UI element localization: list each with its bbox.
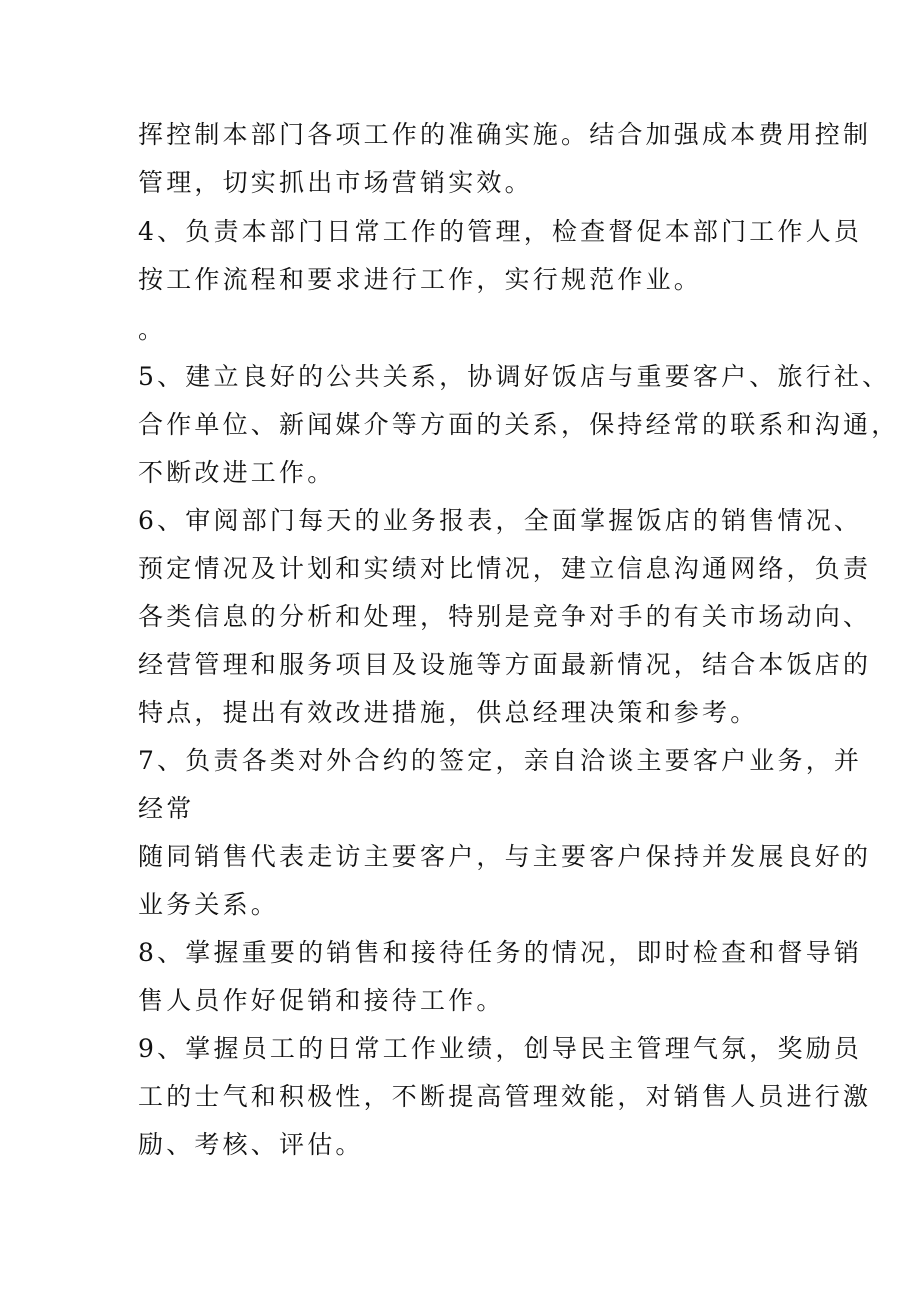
text-line: 励、考核、评估。 (138, 1130, 364, 1159)
text-line: 特点，提出有效改进措施，供总经理决策和参考。 (138, 698, 759, 727)
text-line: 6、审阅部门每天的业务报表，全面掌握饭店的销售情况、 (138, 506, 863, 535)
text-line: 。 (138, 315, 167, 344)
text-line: 管理，切实抓出市场营销实效。 (138, 168, 533, 197)
text-line: 经营管理和服务项目及设施等方面最新情况，结合本饭店的 (138, 650, 872, 679)
text-line: 4、负责本部门日常工作的管理，检查督促本部门工作人员 (138, 217, 863, 246)
text-line: 7、负责各类对外合约的签定，亲自洽谈主要客户业务，并 (138, 746, 863, 775)
text-line: 工的士气和积极性，不断提高管理效能，对销售人员进行激 (138, 1082, 872, 1111)
text-line: 不断改进工作。 (138, 458, 336, 487)
text-line: 合作单位、新闻媒介等方面的关系，保持经常的联系和沟通， (138, 410, 900, 439)
text-line: 预定情况及计划和实绩对比情况，建立信息沟通网络，负责 (138, 554, 872, 583)
text-line: 随同销售代表走访主要客户，与主要客户保持并发展良好的 (138, 842, 872, 871)
text-line: 5、建立良好的公共关系，协调好饭店与重要客户、旅行社、 (138, 362, 891, 391)
text-line: 按工作流程和要求进行工作，实行规范作业。 (138, 265, 703, 294)
text-line: 9、掌握员工的日常工作业绩，创导民主管理气氛，奖励员 (138, 1034, 863, 1063)
text-line: 各类信息的分析和处理，特别是竞争对手的有关市场动向、 (138, 602, 872, 631)
text-line: 业务关系。 (138, 890, 280, 919)
text-line: 售人员作好促销和接待工作。 (138, 986, 505, 1015)
text-line: 8、掌握重要的销售和接待任务的情况，即时检查和督导销 (138, 938, 863, 967)
text-line: 挥控制本部门各项工作的准确实施。结合加强成本费用控制 (138, 120, 872, 149)
text-line: 经常 (138, 794, 195, 823)
